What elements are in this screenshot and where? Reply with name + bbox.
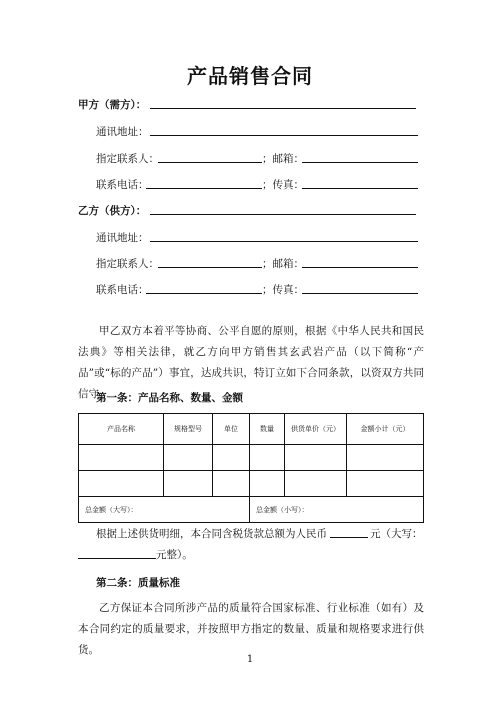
section-1-heading: 第一条：产品名称、数量、金额 [96, 392, 243, 404]
table-header-row [79, 414, 424, 445]
amount-text-1: 根据上述供货明细，本合同含税货款总额为人民币 [96, 528, 327, 540]
table-header-cell: 金额小计（元） [347, 414, 424, 445]
party-b-email-label: ；邮箱： [262, 258, 304, 270]
section-2-paragraph: 乙方保证本合同所涉产品的质量符合国家标准、行业标准（如有）及本合同约定的质量要求，并按照甲方指定的数量、质量和规格要求进行供货。 [78, 602, 424, 656]
party-a-contact-blank[interactable] [158, 162, 262, 163]
party-b-heading: 乙方（供方）： [78, 205, 147, 217]
party-b-fax-label: ；传真： [262, 284, 304, 296]
party-a-email-label: ；邮箱： [262, 153, 304, 165]
party-b-email-blank[interactable] [302, 267, 418, 268]
party-a-phone-label: 联系电话： [96, 179, 149, 191]
party-b-phone-blank[interactable] [146, 293, 262, 294]
table-cell[interactable] [79, 471, 164, 497]
table-cell[interactable] [250, 445, 285, 471]
party-a-email-blank[interactable] [302, 162, 418, 163]
party-a-address-blank[interactable] [150, 135, 418, 136]
table-cell[interactable] [285, 471, 347, 497]
section-2-heading: 第二条：质量标准 [96, 577, 180, 589]
intro-paragraph: 甲乙双方本着平等协商、公平自愿的原则，根据《中华人民共和国民法典》等相关法律，就乙方向甲方销售其玄武岩产品（以下简称“产品”或“标的产品”）事宜，达成共识，特订立如下合同条款，以资双方共同信守。 [78, 325, 424, 400]
total-lower-cell[interactable]: 总金额（小写）： [250, 497, 424, 523]
party-a-fax-label: ；传真： [262, 179, 304, 191]
party-a-heading: 甲方（需方）： [78, 99, 147, 111]
table-cell[interactable] [164, 445, 213, 471]
party-a-address-label: 通讯地址： [96, 126, 149, 138]
party-a-phone-blank[interactable] [146, 188, 262, 189]
table-header-cell: 单位 [213, 414, 250, 445]
table-header-cell: 产品名称 [79, 414, 164, 445]
amount-number-blank[interactable] [330, 537, 368, 538]
table-row [79, 471, 424, 497]
amount-upper-blank[interactable] [78, 558, 156, 559]
table-cell[interactable] [250, 471, 285, 497]
product-table [78, 413, 424, 523]
party-a-name-blank[interactable] [150, 108, 416, 109]
total-upper-cell[interactable]: 总金额（大写）： [79, 497, 250, 523]
party-b-name-blank[interactable] [150, 214, 416, 215]
table-cell[interactable] [79, 445, 164, 471]
amount-text-2: 元（大写： [370, 528, 423, 540]
document-title: 产品销售合同 [187, 64, 313, 88]
party-b-address-blank[interactable] [150, 241, 418, 242]
party-b-address-label: 通讯地址： [96, 232, 149, 244]
party-a-fax-blank[interactable] [302, 188, 418, 189]
party-b-fax-blank[interactable] [302, 293, 418, 294]
party-b-phone-label: 联系电话： [96, 284, 149, 296]
party-b-contact-label: 指定联系人： [96, 258, 159, 270]
amount-text-3: 元整）。 [156, 549, 193, 561]
table-cell[interactable] [164, 471, 213, 497]
table-cell[interactable] [347, 471, 424, 497]
party-a-contact-label: 指定联系人： [96, 153, 159, 165]
table-cell[interactable] [285, 445, 347, 471]
table-header-cell: 供货单价（元） [285, 414, 347, 445]
table-header-cell: 规格型号 [164, 414, 213, 445]
table-cell[interactable] [213, 445, 250, 471]
table-row [79, 445, 424, 471]
party-b-contact-blank[interactable] [158, 267, 262, 268]
page-number: 1 [246, 654, 254, 665]
table-cell[interactable] [347, 445, 424, 471]
table-total-row [79, 497, 424, 523]
table-cell[interactable] [213, 471, 250, 497]
table-header-cell: 数量 [250, 414, 285, 445]
